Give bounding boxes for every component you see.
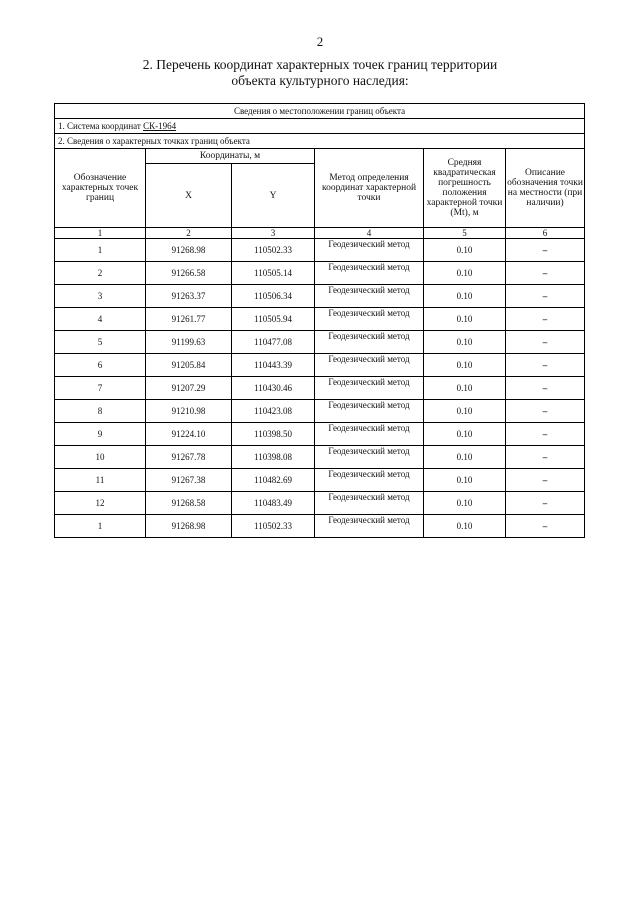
- point-cell: 3: [55, 285, 146, 308]
- point-cell: 12: [55, 492, 146, 515]
- description-cell: –: [506, 400, 585, 423]
- table-row: [55, 239, 585, 262]
- column-number-row: [55, 228, 585, 239]
- error-cell: 0.10: [424, 423, 506, 446]
- table-body: [55, 104, 585, 538]
- y-cell: 110398.50: [232, 423, 315, 446]
- error-cell: 0.10: [424, 515, 506, 538]
- column-number: 5: [424, 228, 506, 239]
- y-cell: 110505.14: [232, 262, 315, 285]
- error-cell: 0.10: [424, 400, 506, 423]
- point-cell: 6: [55, 354, 146, 377]
- title-line-2: объекта культурного наследия:: [231, 73, 409, 88]
- description-cell: –: [506, 354, 585, 377]
- description-cell: –: [506, 377, 585, 400]
- point-cell: 10: [55, 446, 146, 469]
- header-coordinates: Координаты, м: [146, 149, 315, 164]
- column-number: 1: [55, 228, 146, 239]
- x-cell: 91224.10: [146, 423, 232, 446]
- y-cell: 110505.94: [232, 308, 315, 331]
- method-cell: Геодезический метод: [315, 285, 424, 308]
- description-cell: –: [506, 492, 585, 515]
- method-cell: Геодезический метод: [315, 331, 424, 354]
- x-cell: 91268.58: [146, 492, 232, 515]
- location-header: Сведения о местоположении границ объекта: [55, 104, 585, 119]
- point-cell: 4: [55, 308, 146, 331]
- table-row: [55, 377, 585, 400]
- method-cell: Геодезический метод: [315, 354, 424, 377]
- y-cell: 110430.46: [232, 377, 315, 400]
- table-row: [55, 354, 585, 377]
- description-cell: –: [506, 285, 585, 308]
- error-cell: 0.10: [424, 239, 506, 262]
- error-cell: 0.10: [424, 285, 506, 308]
- column-number: 4: [315, 228, 424, 239]
- y-cell: 110443.39: [232, 354, 315, 377]
- header-error-text: Средняя квадратическая погрешность положения характерной точки (Mt), м: [426, 158, 503, 218]
- method-cell: Геодезический метод: [315, 400, 424, 423]
- description-cell: –: [506, 262, 585, 285]
- point-cell: 11: [55, 469, 146, 492]
- y-cell: 110482.69: [232, 469, 315, 492]
- x-cell: 91261.77: [146, 308, 232, 331]
- title-line-1: 2. Перечень координат характерных точек границ территории: [142, 57, 498, 72]
- error-cell: 0.10: [424, 377, 506, 400]
- location-header-row: [55, 104, 585, 119]
- table-row: [55, 492, 585, 515]
- method-cell: Геодезический метод: [315, 377, 424, 400]
- x-cell: 91207.29: [146, 377, 232, 400]
- method-cell: Геодезический метод: [315, 446, 424, 469]
- description-cell: –: [506, 515, 585, 538]
- points-info: 2. Сведения о характерных точках границ объекта: [55, 134, 585, 149]
- table-row: [55, 262, 585, 285]
- description-cell: –: [506, 423, 585, 446]
- point-cell: 9: [55, 423, 146, 446]
- page-number: 2: [316, 34, 324, 49]
- table-row: [55, 331, 585, 354]
- point-cell: 2: [55, 262, 146, 285]
- x-cell: 91267.38: [146, 469, 232, 492]
- x-cell: 91268.98: [146, 239, 232, 262]
- coord-system-row: [55, 119, 585, 134]
- error-cell: 0.10: [424, 492, 506, 515]
- method-cell: Геодезический метод: [315, 239, 424, 262]
- column-number: 6: [506, 228, 585, 239]
- table-row: [55, 308, 585, 331]
- x-cell: 91210.98: [146, 400, 232, 423]
- header-designation: Обозначение характерных точек границ: [55, 149, 146, 228]
- table-row: [55, 469, 585, 492]
- point-cell: 8: [55, 400, 146, 423]
- y-cell: 110477.08: [232, 331, 315, 354]
- error-cell: 0.10: [424, 308, 506, 331]
- column-number: 3: [232, 228, 315, 239]
- error-cell: 0.10: [424, 446, 506, 469]
- error-cell: 0.10: [424, 262, 506, 285]
- x-cell: 91205.84: [146, 354, 232, 377]
- column-number: 2: [146, 228, 232, 239]
- point-cell: 5: [55, 331, 146, 354]
- y-cell: 110506.34: [232, 285, 315, 308]
- table-row: [55, 446, 585, 469]
- x-cell: 91263.37: [146, 285, 232, 308]
- coordinates-table: [54, 103, 585, 538]
- table-row: [55, 515, 585, 538]
- description-cell: –: [506, 308, 585, 331]
- header-y: Y: [232, 164, 315, 228]
- table-row: [55, 423, 585, 446]
- y-cell: 110398.08: [232, 446, 315, 469]
- x-cell: 91267.78: [146, 446, 232, 469]
- method-cell: Геодезический метод: [315, 262, 424, 285]
- description-cell: –: [506, 331, 585, 354]
- coord-system-label: 1. Система координат: [58, 121, 141, 131]
- error-cell: 0.10: [424, 469, 506, 492]
- table-row: [55, 285, 585, 308]
- point-cell: 1: [55, 239, 146, 262]
- method-cell: Геодезический метод: [315, 515, 424, 538]
- coord-system-value: СК-1964: [143, 121, 177, 131]
- header-error: [424, 149, 506, 228]
- header-description: Описание обозначения точки на местности (при наличии): [506, 149, 585, 228]
- coord-system-cell: [55, 119, 585, 134]
- method-cell: Геодезический метод: [315, 492, 424, 515]
- header-method: Метод определения координат характерной точки: [315, 149, 424, 228]
- y-cell: 110483.49: [232, 492, 315, 515]
- point-cell: 7: [55, 377, 146, 400]
- point-cell: 1: [55, 515, 146, 538]
- y-cell: 110423.08: [232, 400, 315, 423]
- method-cell: Геодезический метод: [315, 423, 424, 446]
- column-header-row-1: [55, 149, 585, 164]
- x-cell: 91266.58: [146, 262, 232, 285]
- error-cell: 0.10: [424, 354, 506, 377]
- x-cell: 91199.63: [146, 331, 232, 354]
- header-x: X: [146, 164, 232, 228]
- document-title: [60, 57, 580, 89]
- table-row: [55, 400, 585, 423]
- y-cell: 110502.33: [232, 515, 315, 538]
- x-cell: 91268.98: [146, 515, 232, 538]
- method-cell: Геодезический метод: [315, 308, 424, 331]
- y-cell: 110502.33: [232, 239, 315, 262]
- error-cell: 0.10: [424, 331, 506, 354]
- description-cell: –: [506, 446, 585, 469]
- points-info-row: [55, 134, 585, 149]
- description-cell: –: [506, 239, 585, 262]
- description-cell: –: [506, 469, 585, 492]
- method-cell: Геодезический метод: [315, 469, 424, 492]
